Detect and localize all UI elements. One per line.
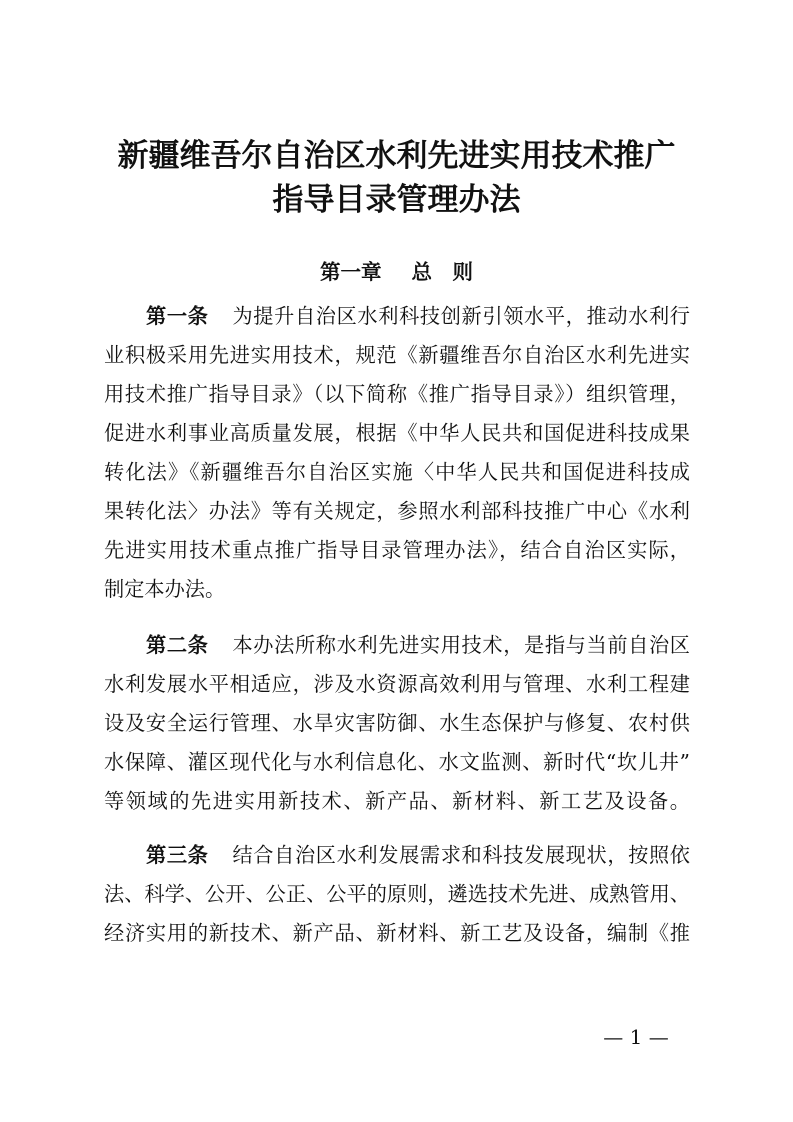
page-number: — 1 — bbox=[603, 1025, 669, 1049]
article-2-text-1: 本办法所称水利先进实用技术，是指与当前自治区 bbox=[232, 633, 690, 657]
article-1-line-7: 先进实用技术重点推广指导目录管理办法》，结合自治区实际， bbox=[104, 538, 690, 562]
article-3-line-1 bbox=[146, 845, 690, 865]
article-2-line-4: 水保障、灌区现代化与水利信息化、水文监测、新时代“坎儿井” bbox=[104, 750, 690, 774]
chapter-heading bbox=[0, 262, 793, 283]
article-1-line-8: 制定本办法。 bbox=[104, 577, 226, 601]
article-1-text-1: 为提升自治区水利科技创新引领水平，推动水利行 bbox=[232, 304, 690, 328]
article-1-line-2: 业积极采用先进实用技术，规范《新疆维吾尔自治区水利先进实 bbox=[104, 343, 690, 367]
document-title-line-1: 新疆维吾尔自治区水利先进实用技术推广 bbox=[117, 138, 676, 174]
article-3-text-1: 结合自治区水利发展需求和科技发展现状，按照依 bbox=[232, 843, 690, 867]
article-3-label: 第三条 bbox=[146, 843, 209, 867]
document-title-line-2: 指导目录管理办法 bbox=[272, 182, 521, 218]
article-3-line-2: 法、科学、公开、公正、公平的原则，遴选技术先进、成熟管用、 bbox=[104, 882, 690, 906]
chapter-name: 总 则 bbox=[411, 260, 473, 284]
article-2-line-5: 等领域的先进实用新技术、新产品、新材料、新工艺及设备。 bbox=[104, 789, 690, 813]
article-2-label: 第二条 bbox=[146, 633, 209, 657]
article-2-line-3: 设及安全运行管理、水旱灾害防御、水生态保护与修复、农村供 bbox=[104, 711, 690, 735]
article-1-line-3: 用技术推广指导目录》（以下简称《推广指导目录》）组织管理， bbox=[104, 382, 690, 406]
article-2-line-2: 水利发展水平相适应，涉及水资源高效利用与管理、水利工程建 bbox=[104, 672, 690, 696]
chapter-number: 第一章 bbox=[320, 260, 382, 284]
article-1-line-1 bbox=[146, 306, 690, 326]
article-3-line-3: 经济实用的新技术、新产品、新材料、新工艺及设备，编制《推 bbox=[104, 921, 690, 945]
article-2-line-1 bbox=[146, 635, 690, 655]
article-1-line-4: 促进水利事业高质量发展，根据《中华人民共和国促进科技成果 bbox=[104, 421, 690, 445]
article-1-line-6: 果转化法〉办法》等有关规定，参照水利部科技推广中心《水利 bbox=[104, 499, 690, 523]
article-1-line-5: 转化法》《新疆维吾尔自治区实施〈中华人民共和国促进科技成 bbox=[104, 460, 690, 484]
article-1-label: 第一条 bbox=[146, 304, 209, 328]
